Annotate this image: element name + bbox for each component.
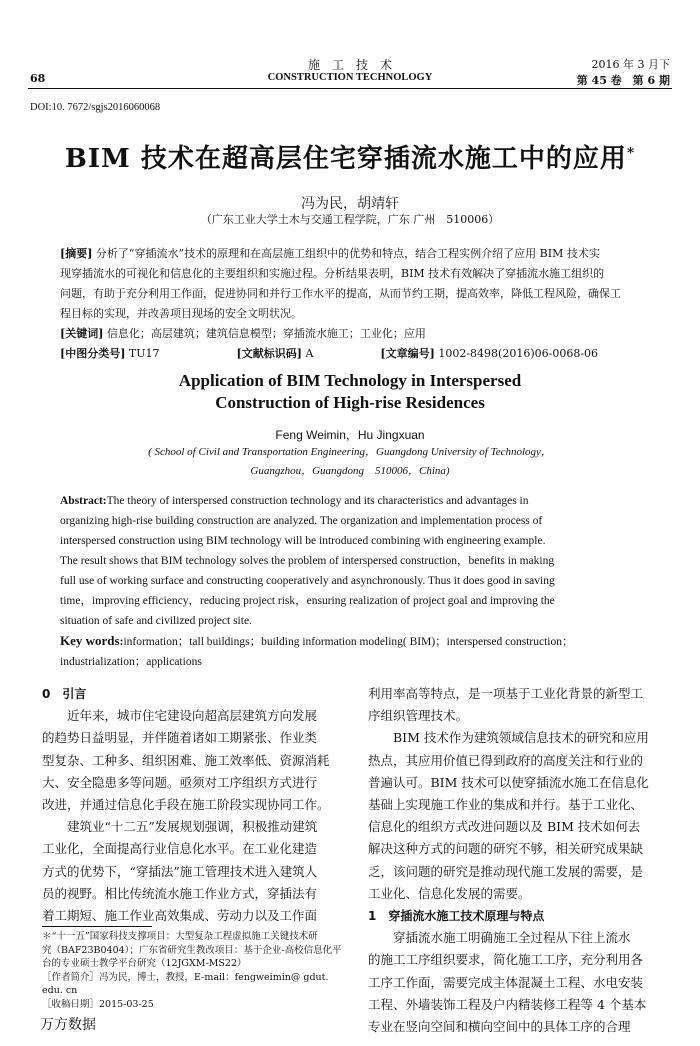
abstract-cn-line: 分析了“穿插流水”技术的原理和在高层施工组织中的优势和特点，结合工程实例介绍了应用 BIM 技术实 (95, 247, 600, 260)
abstract-en-line: interspersed construction using BIM technology will be introduced combining with engineering example. (60, 535, 546, 547)
body-line: 的趋势日益明显，并伴随着诸如工期紧张、作业类 (42, 730, 318, 746)
abstract-en-line: time，improving efficiency，reducing project risk，ensuring realization of project goal and improving the (60, 595, 555, 607)
body-line: 员的视野。相比传统流水施工作业方式，穿插法有 (42, 885, 318, 901)
abstract-cn-line: 程目标的实现，并改善项目现场的安全文明状况。 (60, 307, 302, 320)
clc-label: [中图分类号] (60, 347, 126, 360)
footnote-line: 究（BAF23B0404）；广东省研究生教改项目：基于企业-高校信息化平 (42, 944, 342, 956)
body-line: 热点，其应用价值已得到政府的高度关注和行业的 (368, 752, 644, 768)
section-heading-1: 1 穿插流水施工技术原理与特点 (368, 909, 545, 924)
abstract-en-line: The theory of interspersed construction technology and its characteristics and advantages in (106, 495, 529, 507)
body-line: 工业化、信息化发展的需要。 (368, 885, 531, 901)
abstract-cn-line: 现穿插流水的可视化和信息化的主要组织和实施过程。分析结果表明，BIM 技术有效解决了穿插流水施工组织的 (60, 267, 605, 280)
title-footnote-mark: * (626, 145, 636, 162)
doc-code-value: A (305, 347, 314, 360)
page-number: 68 (30, 72, 46, 85)
body-line: 穿插流水施工明确施工全过程从下往上流水 (368, 930, 631, 946)
body-line: 专业在竖向空间和横向空间中的具体工序的合理 (368, 1019, 631, 1035)
body-line: 工程、外墙装饰工程及户内精装修工程等 4 个基本 (368, 996, 647, 1012)
keywords-en-label: Key words (60, 633, 120, 648)
section-heading-intro: 0 引言 (42, 687, 87, 701)
body-line: 大、安全隐患多等问题。亟须对工序组织方式进行 (42, 774, 318, 790)
abstract-en-line: The result shows that BIM technology solves the problem of interspersed construction，benefits in making (60, 555, 555, 567)
article-no-value: 1002-8498(2016)06-0068-06 (438, 347, 599, 360)
body-line: 工业化，全面提高行业信息化水平。在工业化建造 (42, 841, 318, 857)
authors-en: Feng Weimin，Hu Jingxuan (275, 428, 425, 442)
left-column (42, 683, 342, 927)
body-line: 序组织管理技术。 (368, 708, 469, 724)
doi: DOI:10. 7672/sgjs2016060068 (30, 102, 161, 113)
footnote-line: ［作者简介］冯为民，博士，教授，E-mail：fengweimin@ gdut. edu. cn (42, 971, 329, 996)
affiliation-en-line: Guangzhou，Guangdong 510006，China) (250, 465, 450, 477)
body-line: 基础上实现施工作业的集成和并行。基于工业化、 (368, 797, 644, 813)
affiliation-en (0, 443, 700, 481)
body-line: 近年来，城市住宅建设向超高层建筑方向发展 (42, 708, 318, 724)
body-line: 的施工工序组织要求，简化施工工序，充分利用各 (368, 952, 644, 968)
abstract-cn (60, 244, 660, 364)
footnote-line: 台的专业硕士教学平台研究（12JGXM-MS22） (42, 958, 247, 969)
footnote-line: ＊“十一五”国家科技支撑项目：大型复杂工程虚拟施工关键技术研 (42, 931, 318, 942)
title-en (0, 370, 700, 414)
keywords-cn: 信息化；高层建筑；建筑信息模型；穿插流水施工；工业化；应用 (106, 327, 426, 340)
affiliation-en-line: ( School of Civil and Transportation Engineering，Guangdong University of Technology， (148, 446, 552, 458)
issue-date: 2016 年 3 月下 (591, 58, 670, 71)
right-column (368, 683, 668, 1038)
body-line: 普遍认可。BIM 技术可以使穿插流水施工在信息化 (368, 774, 649, 790)
body-line: 方式的优势下，“穿插法”施工管理技术进入建筑人 (42, 863, 318, 879)
abstract-en-label: Abstract (60, 495, 103, 507)
abstract-en-line: full use of working surface and constructing cooperatively and asynchronously. Thus it does good in saving (60, 575, 555, 587)
keywords-en-line: industrialization；applications (60, 656, 202, 668)
body-line: 解决这种方式的问题的研究不够，相关研究成果缺 (368, 841, 644, 857)
abstract-en-line: situation of safe and civilized project site. (60, 615, 252, 627)
header-rule (28, 88, 672, 89)
footnote-line: ［收稿日期］2015-03-25 (42, 998, 154, 1010)
body-line: 利用率高等特点，是一项基于工业化背景的新型工 (368, 686, 644, 701)
doc-code-label: [文献标识码] (236, 347, 302, 360)
keywords-en-line: information；tall buildings；building information modeling( BIM)；interspersed construction； (123, 636, 574, 648)
body-line: 着工期短、施工作业高效集成、劳动力以及工作面 (42, 908, 318, 924)
title-cn-text: BIM 技术在超高层住宅穿插流水施工中的应用 (64, 144, 627, 174)
abstract-en: Abstract:The theory of interspersed construction technology and its characteristics and advantages in organizing high-rise building construction are analyzed. The organization and implementation process of interspersed construction using BIM technology will be introduced combining with engineering example. The result shows that BIM technology solves the problem of interspersed construction，benefits in making full use of working surface and constructing cooperatively and asynchronously. Thus it does good in saving time，improving efficiency，reducing project risk，ensuring realization of project goal and improving the situation of safe and civilized project site. Key words:information；tall buildings；building information modeling( BIM)；interspersed construction； industrialization；applications (60, 491, 660, 672)
abstract-cn-line: 问题，有助于充分利用工作面，促进协同和并行工作水平的提高，从而节约工期，提高效率，降低工程风险，确保工 (60, 287, 621, 300)
footnote (42, 930, 352, 1011)
body-line: 工序工作面，需要完成主体混凝土工程、水电安装 (368, 974, 644, 990)
body-line: 乏，该问题的研究是推动现代施工发展的需要，是 (368, 863, 644, 879)
body-line: BIM 技术作为建筑领域信息技术的研究和应用 (368, 730, 649, 746)
body-line: 型复杂、工种多、组织困难、施工效率低、资源消耗 (42, 752, 330, 768)
authors-cn: 冯为民，胡靖轩 (301, 196, 399, 212)
classification-row (60, 344, 660, 364)
article-no-label: [文章编号] (380, 347, 435, 360)
keywords-cn-label: [关键词] (60, 327, 104, 340)
footnote-rule (42, 926, 152, 927)
volume-issue: 第 45 卷 第 6 期 (576, 74, 670, 87)
affiliation-cn: （广东工业大学土木与交通工程学院，广东 广州 510006） (200, 213, 500, 226)
body-line: 改进，并通过信息化手段在施工阶段实现协同工作。 (42, 797, 330, 813)
abstract-cn-label: [摘要] (60, 247, 93, 260)
journal-name-cn: 施 工 技 术 (307, 58, 392, 72)
title-en-line: Construction of High-rise Residences (215, 393, 485, 412)
clc-value: TU17 (128, 347, 160, 360)
title-cn (0, 138, 700, 175)
title-en-line: Application of BIM Technology in Interspersed (178, 371, 522, 390)
watermark: 万方数据 (40, 1017, 96, 1033)
body-line: 信息化的组织方式改进问题以及 BIM 技术如何去 (368, 819, 641, 835)
body-line: 建筑业“十二五”发展规划强调，积极推动建筑 (42, 819, 318, 835)
abstract-en-line: organizing high-rise building construction are analyzed. The organization and implementation process of (60, 515, 543, 527)
journal-name-en: CONSTRUCTION TECHNOLOGY (267, 72, 433, 83)
